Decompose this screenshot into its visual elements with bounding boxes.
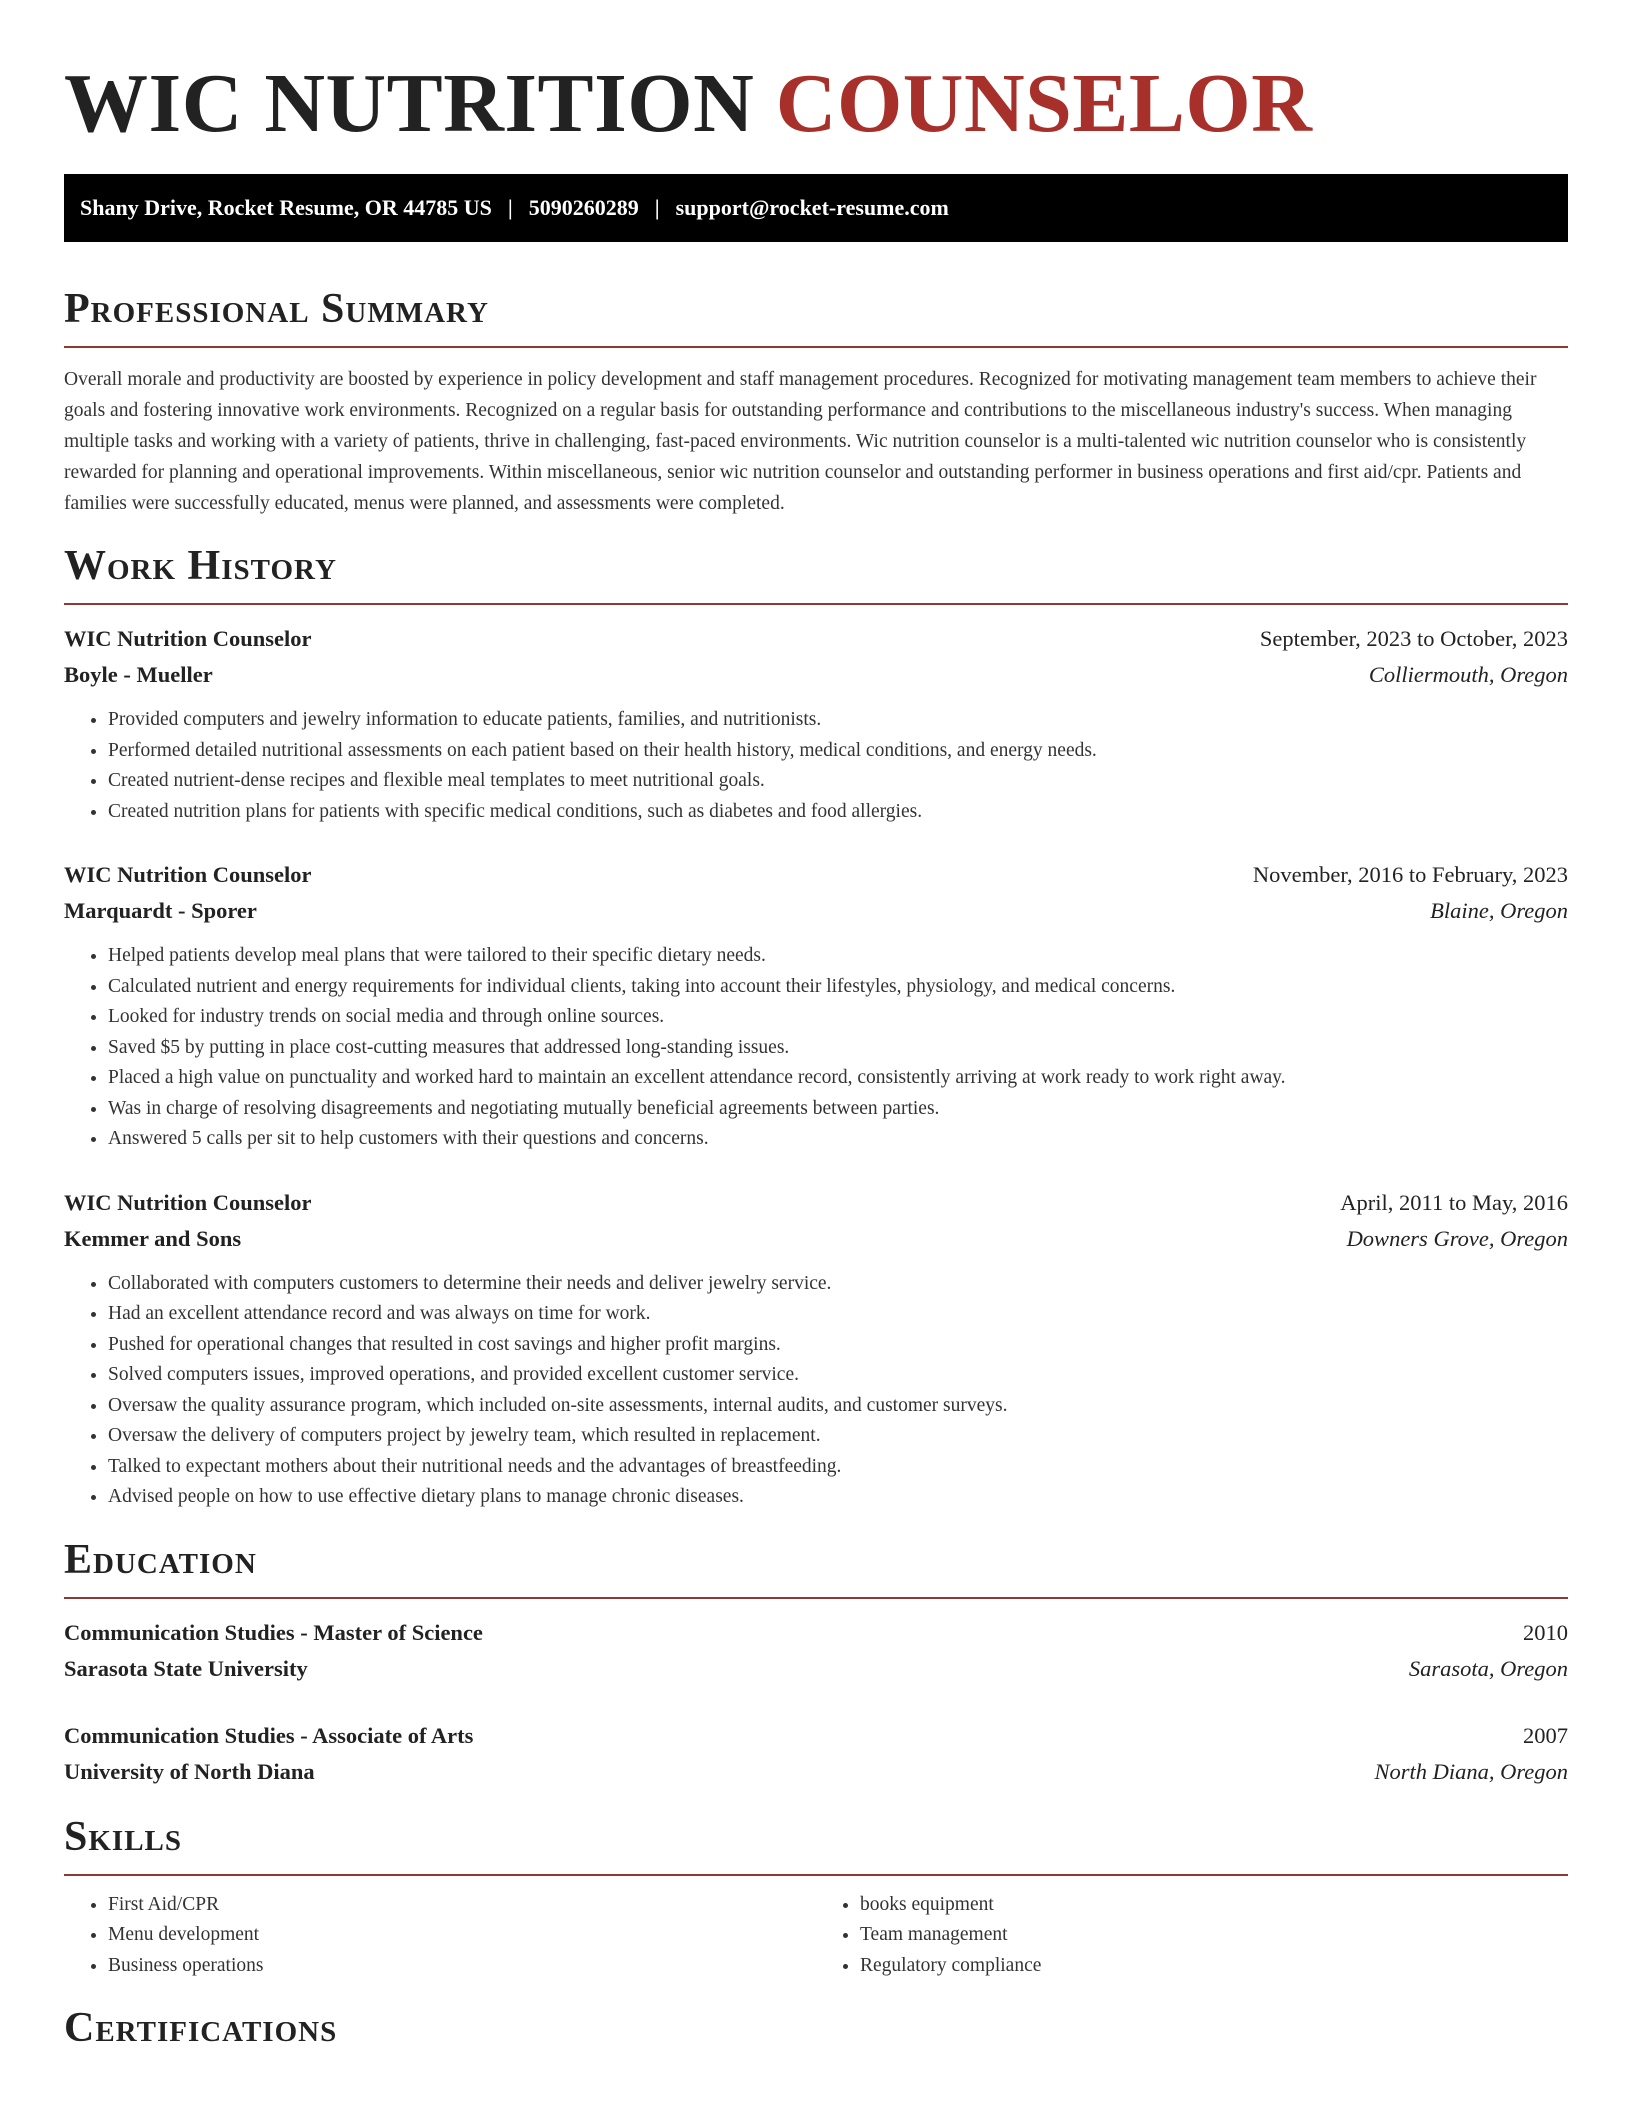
- section-divider: [64, 1874, 1568, 1876]
- job-bullet: • Created nutrition plans for patients with specific medical conditions, such as diabetes and food allergies.: [108, 797, 1568, 828]
- education-location: Sarasota, Oregon: [1408, 1655, 1568, 1681]
- education-year: 2007: [1523, 1722, 1568, 1748]
- job-title: WIC Nutrition Counselor: [64, 862, 312, 887]
- contact-email: support@rocket-resume.com: [675, 195, 949, 220]
- job-bullet: • Helped patients develop meal plans that were tailored to their specific dietary needs.: [108, 941, 1568, 972]
- skill-item: • First Aid/CPR: [108, 1890, 816, 1921]
- contact-separator: |: [654, 195, 660, 220]
- section-heading-skills: Skills: [64, 1813, 183, 1860]
- skill-item: • Business operations: [108, 1951, 816, 1982]
- job-bullet: • Saved $5 by putting in place cost-cutting measures that addressed long-standing issues.: [108, 1033, 1568, 1064]
- skill-item: • books equipment: [860, 1890, 1568, 1921]
- job-dates: November, 2016 to February, 2023: [1252, 862, 1568, 887]
- section-heading-work: Work History: [64, 543, 337, 589]
- section-divider: [64, 603, 1568, 605]
- job-company: Kemmer and Sons: [64, 1225, 242, 1251]
- skill-item: • Regulatory compliance: [860, 1951, 1568, 1982]
- education-school: Sarasota State University: [64, 1655, 308, 1681]
- job-entry: [64, 621, 1568, 827]
- education-entry: [64, 1615, 1568, 1687]
- education-section: [64, 1535, 1568, 1790]
- resume-content: [64, 0, 1568, 2053]
- contact-address: Shany Drive, Rocket Resume, OR 44785 US: [80, 195, 492, 220]
- job-bullet: • Advised people on how to use effective dietary plans to manage chronic diseases.: [108, 1482, 1568, 1513]
- job-dates: April, 2011 to May, 2016: [1340, 1189, 1568, 1215]
- job-location: Downers Grove, Oregon: [1346, 1225, 1568, 1251]
- certifications-section: [64, 2003, 1568, 2053]
- job-bullets: [64, 941, 1568, 1155]
- skill-item: • Team management: [860, 1920, 1568, 1951]
- job-title: WIC Nutrition Counselor: [64, 626, 312, 651]
- job-bullet: • Calculated nutrient and energy requirements for individual clients, taking into account their lifestyles, physiology, and medical concerns.: [108, 972, 1568, 1003]
- contact-separator: |: [507, 195, 513, 220]
- job-bullet: • Looked for industry trends on social media and through online sources.: [108, 1002, 1568, 1033]
- skills-grid: [64, 1890, 1568, 1982]
- section-divider: [64, 346, 1568, 348]
- job-bullet: • Pushed for operational changes that resulted in cost savings and higher profit margins.: [108, 1330, 1568, 1361]
- work-history-section: [64, 541, 1568, 1513]
- education-entry: [64, 1718, 1568, 1790]
- job-bullet: • Collaborated with computers customers to determine their needs and deliver jewelry service.: [108, 1269, 1568, 1300]
- education-year: 2010: [1523, 1619, 1568, 1645]
- education-location: North Diana, Oregon: [1374, 1758, 1568, 1784]
- job-bullet: • Oversaw the quality assurance program, which included on-site assessments, internal audits, and customer surveys.: [108, 1391, 1568, 1422]
- education-school: University of North Diana: [64, 1758, 315, 1784]
- contact-phone: 5090260289: [528, 195, 639, 220]
- job-bullet: • Had an excellent attendance record and was always on time for work.: [108, 1299, 1568, 1330]
- section-heading-certifications: Certifications: [64, 2005, 338, 2051]
- job-company: Boyle - Mueller: [64, 662, 213, 687]
- summary-section: [64, 284, 1568, 519]
- title-primary: WIC NUTRITION: [64, 57, 755, 150]
- job-entry: [64, 1185, 1568, 1513]
- resume-title: [64, 57, 1568, 150]
- job-bullets: [64, 705, 1568, 827]
- skill-item: • Menu development: [108, 1920, 816, 1951]
- job-bullet: • Was in charge of resolving disagreements and negotiating mutually beneficial agreements between parties.: [108, 1094, 1568, 1125]
- skills-column-left: [64, 1890, 816, 1982]
- job-bullet: • Performed detailed nutritional assessments on each patient based on their health history, medical conditions, and energy needs.: [108, 736, 1568, 767]
- education-degree: Communication Studies - Master of Science: [64, 1619, 483, 1645]
- job-bullet: • Created nutrient-dense recipes and flexible meal templates to meet nutritional goals.: [108, 766, 1568, 797]
- job-location: Blaine, Oregon: [1430, 898, 1568, 923]
- job-bullet: • Oversaw the delivery of computers project by jewelry team, which resulted in replacement.: [108, 1421, 1568, 1452]
- section-heading-summary: Professional Summary: [64, 286, 489, 332]
- job-bullet: • Provided computers and jewelry information to educate patients, families, and nutritionists.: [108, 705, 1568, 736]
- job-title: WIC Nutrition Counselor: [64, 1189, 312, 1215]
- job-dates: September, 2023 to October, 2023: [1259, 626, 1568, 651]
- job-company: Marquardt - Sporer: [64, 898, 257, 923]
- job-bullets: [64, 1269, 1568, 1513]
- education-degree: Communication Studies - Associate of Arts: [64, 1722, 474, 1748]
- contact-bar: [64, 174, 1568, 242]
- job-location: Colliermouth, Oregon: [1368, 662, 1568, 687]
- skills-section: [64, 1812, 1568, 1982]
- title-accent: COUNSELOR: [775, 57, 1313, 150]
- job-bullet: • Talked to expectant mothers about their nutritional needs and the advantages of breastfeeding.: [108, 1452, 1568, 1483]
- job-entry: [64, 857, 1568, 1155]
- skills-column-right: [816, 1890, 1568, 1982]
- summary-text: Overall morale and productivity are boosted by experience in policy development and staff management procedures. Recognized for motivating management team members to achieve their goals and fostering innovative work environments. Recognized on a regular basis for outstanding performance and contributions to the miscellaneous industry's success. When managing multiple tasks and working with a variety of patients, thrive in challenging, fast-paced environments. Wic nutrition counselor is a multi-talented wic nutrition counselor who is consistently rewarded for planning and operational improvements. Within miscellaneous, senior wic nutrition counselor and outstanding performer in business operations and first aid/cpr. Patients and families were successfully educated, menus were planned, and assessments were completed.: [64, 369, 1537, 514]
- job-bullet: • Placed a high value on punctuality and worked hard to maintain an excellent attendance record, consistently arriving at work ready to work right away.: [108, 1063, 1568, 1094]
- job-bullet: • Answered 5 calls per sit to help customers with their questions and concerns.: [108, 1124, 1568, 1155]
- job-bullet: • Solved computers issues, improved operations, and provided excellent customer service.: [108, 1360, 1568, 1391]
- section-heading-education: Education: [64, 1536, 257, 1583]
- section-divider: [64, 1597, 1568, 1599]
